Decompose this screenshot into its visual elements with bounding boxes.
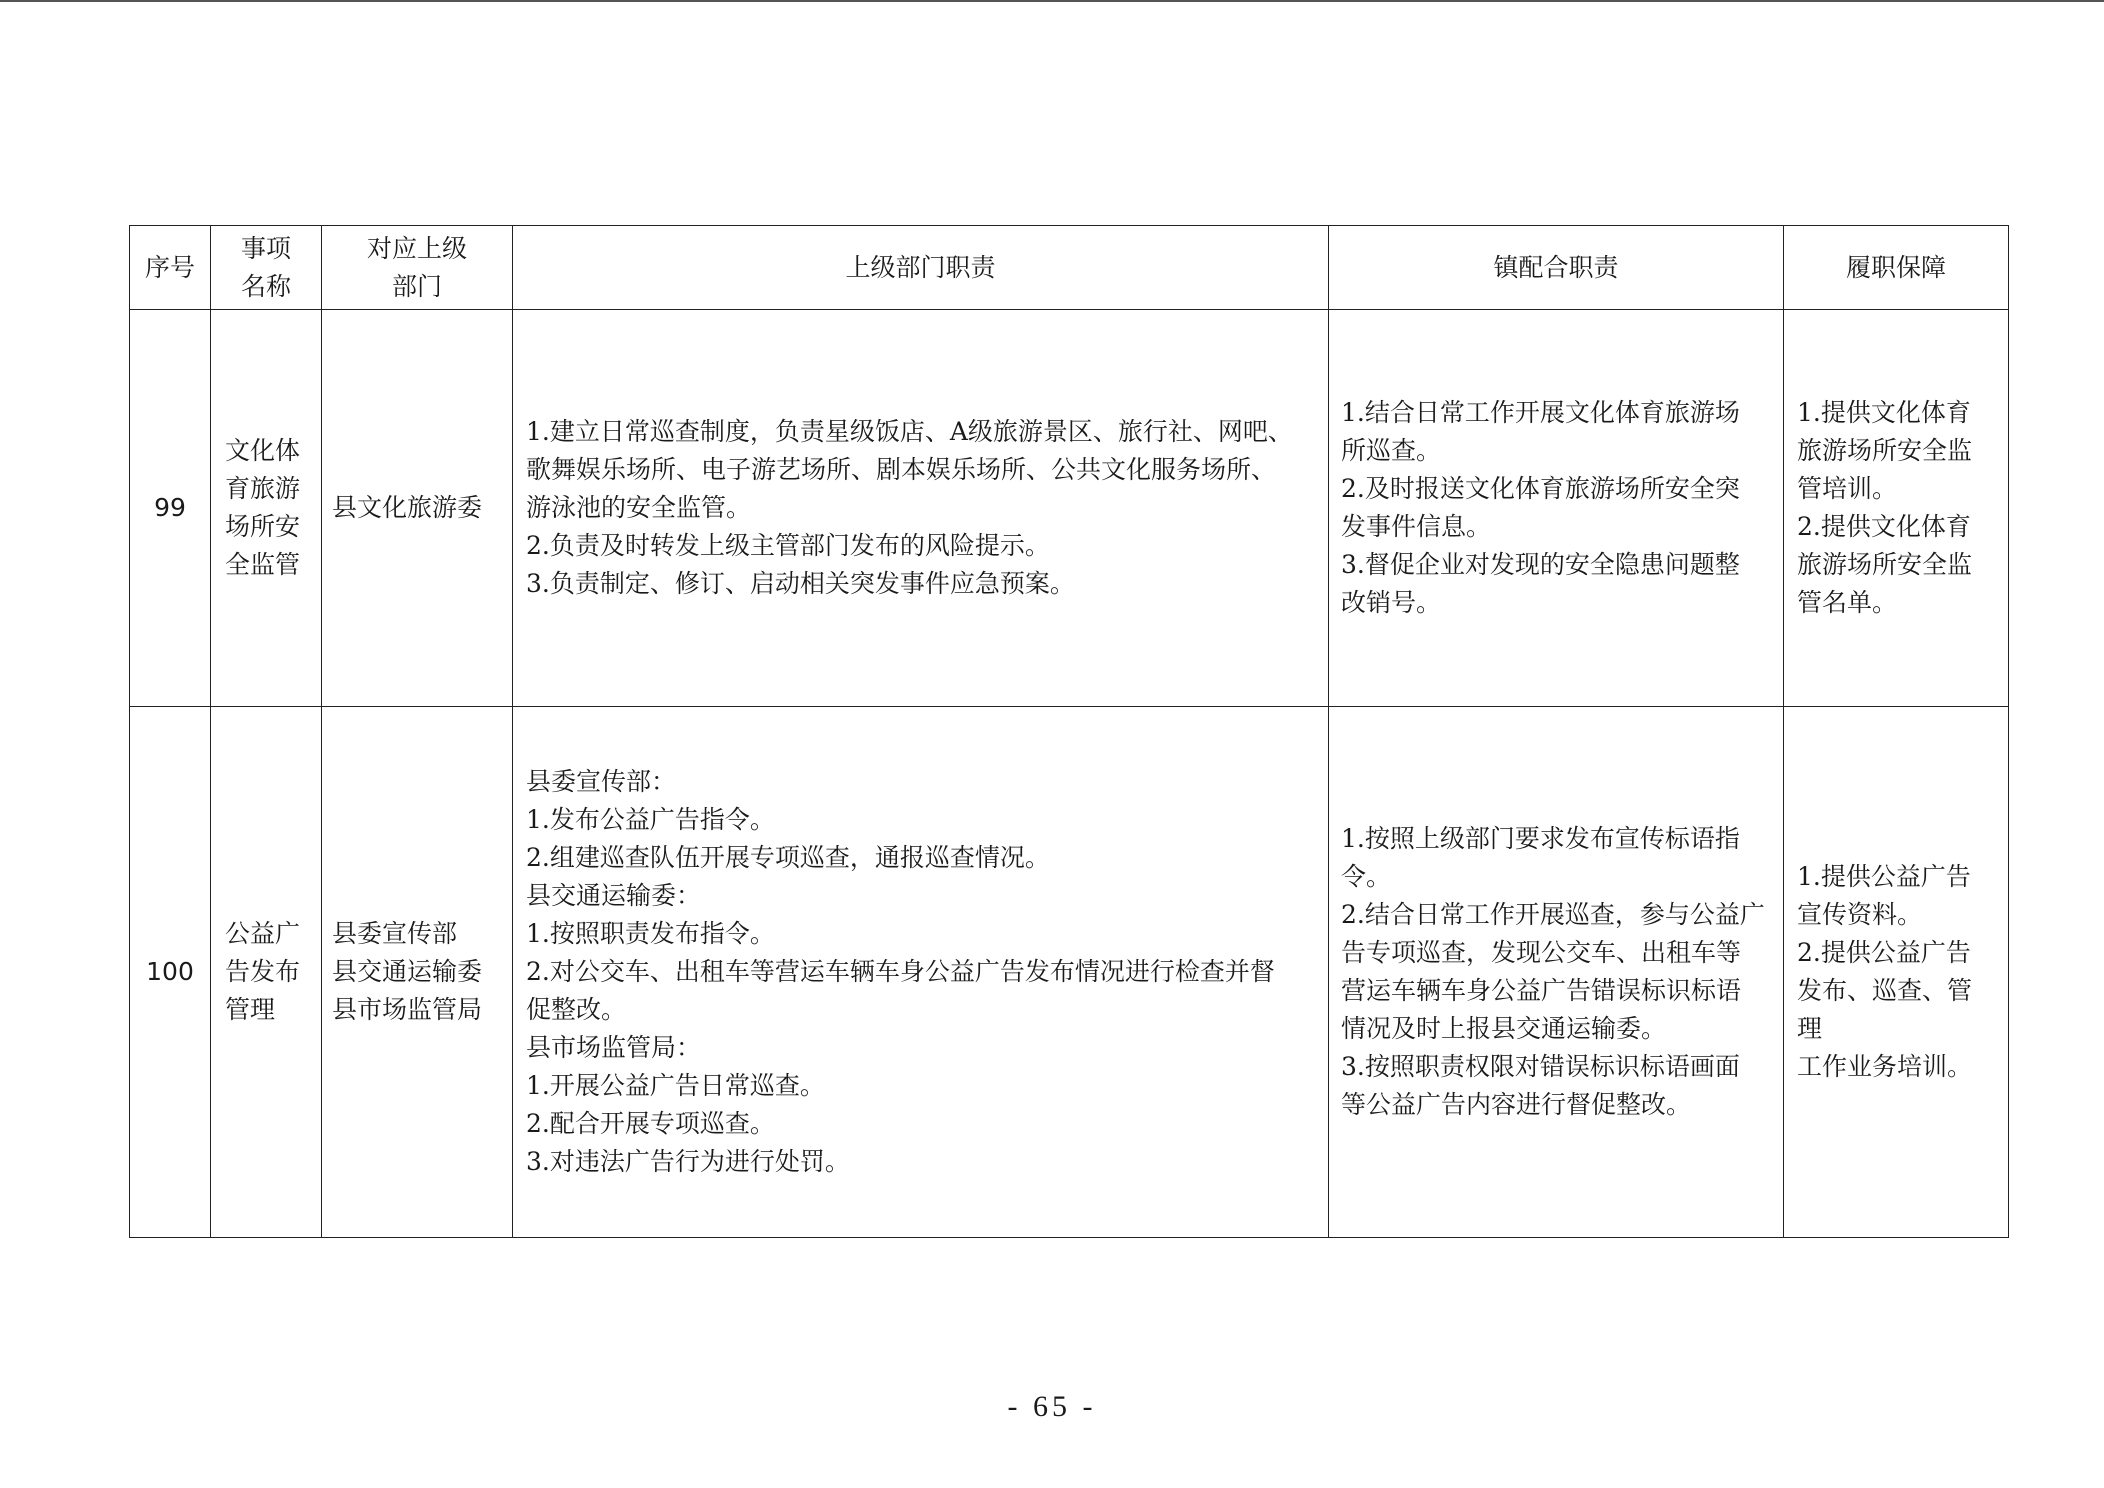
header-upper-dept-line: 对应上级 [366, 233, 467, 263]
upper-duty-line: 游泳池的安全监管。 [526, 493, 752, 522]
guarantee-line: 旅游场所安全监 [1797, 550, 1973, 579]
header-guarantee: 履职保障 [1784, 226, 2009, 310]
guarantee-line: 工作业务培训。 [1797, 1052, 1973, 1081]
page-number: - 65 - [1007, 1390, 1097, 1423]
upper-duty-line: 1.开展公益广告日常巡查。 [526, 1071, 825, 1100]
header-item-name-line: 事项 [240, 233, 291, 263]
upper-duty-line: 1.建立日常巡查制度，负责星级饭店、A级旅游景区、旅行社、网吧、 [526, 417, 1293, 446]
town-duty-line: 1.结合日常工作开展文化体育旅游场 [1341, 398, 1740, 427]
town-duty-line: 1.按照上级部门要求发布宣传标语指 [1341, 824, 1740, 853]
table-row [130, 310, 2009, 707]
header-item-name-line: 名称 [240, 271, 291, 301]
header-item-name [211, 226, 322, 310]
seq-cell: 99 [130, 310, 211, 707]
town-duty-cell [1329, 310, 1784, 707]
guarantee-line: 宣传资料。 [1797, 900, 1923, 929]
upper-dept-line: 县委宣传部 [332, 919, 458, 948]
header-upper-dept [322, 226, 513, 310]
upper-duty-line: 2.负责及时转发上级主管部门发布的风险提示。 [526, 531, 1050, 560]
item-name-line: 管理 [225, 995, 276, 1024]
upper-dept-cell [322, 707, 513, 1238]
item-name-cell [211, 310, 322, 707]
item-name-cell [211, 707, 322, 1238]
guarantee-line: 管名单。 [1797, 588, 1898, 617]
header-town-duty: 镇配合职责 [1329, 226, 1784, 310]
town-duty-line: 2.及时报送文化体育旅游场所安全突 [1341, 474, 1740, 503]
seq-cell: 100 [130, 707, 211, 1238]
upper-dept-line: 县文化旅游委 [332, 493, 483, 522]
upper-duty-line: 1.按照职责发布指令。 [526, 919, 775, 948]
upper-duty-cell [513, 707, 1329, 1238]
upper-duty-line: 3.对违法广告行为进行处罚。 [526, 1147, 850, 1176]
upper-duty-line: 2.组建巡查队伍开展专项巡查，通报巡查情况。 [526, 843, 1050, 872]
item-name-line: 育旅游 [225, 474, 301, 503]
town-duty-line: 告专项巡查，发现公交车、出租车等 [1341, 938, 1742, 967]
town-duty-line: 令。 [1341, 862, 1392, 891]
upper-duty-cell [513, 310, 1329, 707]
item-name-line: 公益广 [225, 919, 301, 948]
guarantee-line: 管培训。 [1797, 474, 1898, 503]
town-duty-line: 2.结合日常工作开展巡查，参与公益广 [1341, 900, 1765, 929]
header-upper-dept-line: 部门 [391, 271, 442, 301]
guarantee-cell [1784, 310, 2009, 707]
upper-duty-line: 1.发布公益广告指令。 [526, 805, 775, 834]
upper-duty-line: 3.负责制定、修订、启动相关突发事件应急预案。 [526, 569, 1075, 598]
town-duty-line: 发事件信息。 [1341, 512, 1492, 541]
item-name-line: 告发布 [225, 957, 301, 986]
guarantee-line: 旅游场所安全监 [1797, 436, 1973, 465]
town-duty-line: 所巡查。 [1341, 436, 1442, 465]
upper-duty-line: 县市场监管局： [526, 1033, 702, 1062]
duty-table [129, 225, 2009, 1238]
upper-dept-cell [322, 310, 513, 707]
upper-dept-line: 县交通运输委 [332, 957, 483, 986]
header-seq: 序号 [130, 226, 211, 310]
guarantee-cell [1784, 707, 2009, 1238]
guarantee-line: 1.提供文化体育 [1797, 398, 1971, 427]
town-duty-line: 营运车辆车身公益广告错误标识标语 [1341, 976, 1742, 1005]
guarantee-line: 1.提供公益广告 [1797, 862, 1971, 891]
item-name-line: 文化体 [225, 436, 301, 465]
upper-duty-line: 促整改。 [526, 995, 627, 1024]
upper-duty-line: 县委宣传部： [526, 767, 677, 796]
table-row [130, 707, 2009, 1238]
guarantee-line: 2.提供公益广告 [1797, 938, 1971, 967]
table-header-row [130, 226, 2009, 310]
upper-duty-line: 2.对公交车、出租车等营运车辆车身公益广告发布情况进行检查并督 [526, 957, 1275, 986]
town-duty-line: 情况及时上报县交通运输委。 [1341, 1014, 1667, 1043]
upper-duty-line: 县交通运输委： [526, 881, 702, 910]
top-border-line [0, 0, 2104, 2]
header-upper-duty: 上级部门职责 [513, 226, 1329, 310]
upper-dept-line: 县市场监管局 [332, 995, 483, 1024]
town-duty-line: 3.按照职责权限对错误标识标语画面 [1341, 1052, 1740, 1081]
guarantee-line: 发布、巡查、管理 [1797, 976, 1973, 1043]
town-duty-line: 3.督促企业对发现的安全隐患问题整 [1341, 550, 1740, 579]
item-name-line: 全监管 [225, 550, 301, 579]
town-duty-line: 等公益广告内容进行督促整改。 [1341, 1090, 1692, 1119]
town-duty-cell [1329, 707, 1784, 1238]
upper-duty-line: 2.配合开展专项巡查。 [526, 1109, 775, 1138]
upper-duty-line: 歌舞娱乐场所、电子游艺场所、剧本娱乐场所、公共文化服务场所、 [526, 455, 1277, 484]
guarantee-line: 2.提供文化体育 [1797, 512, 1971, 541]
town-duty-line: 改销号。 [1341, 588, 1442, 617]
item-name-line: 场所安 [225, 512, 301, 541]
